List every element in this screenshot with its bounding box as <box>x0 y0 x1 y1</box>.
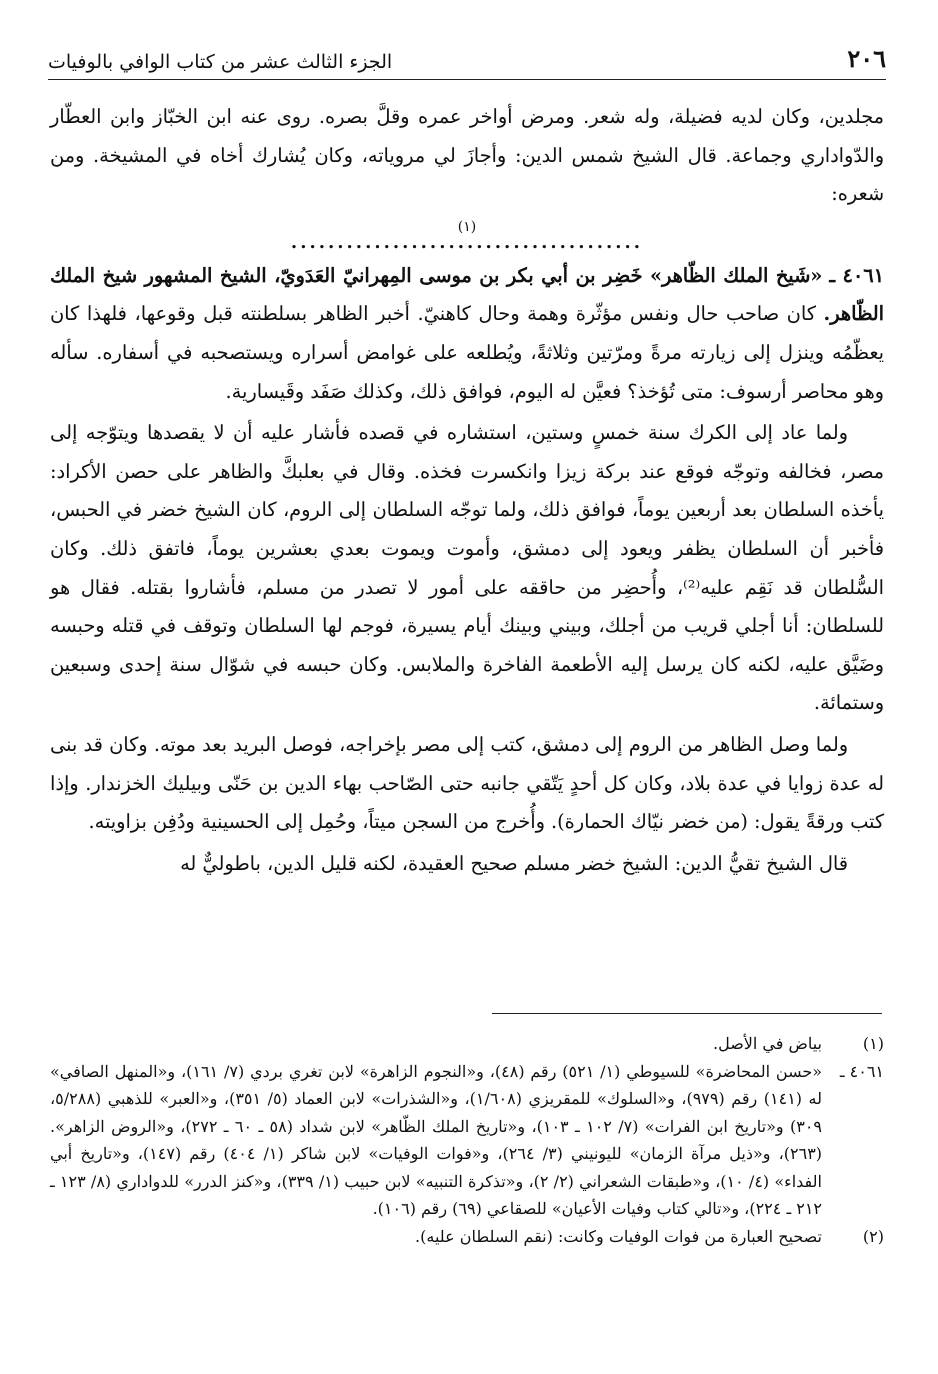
footnote-divider <box>492 1013 882 1014</box>
main-text <box>50 98 884 886</box>
entry-number: ٤٠٦١ ـ <box>829 263 884 287</box>
page-header <box>48 30 886 80</box>
entry-text: كان صاحب حال ونفس مؤثّرة وهمة وحال كاهنيّ. أخبر الظاهر بسلطنته قبل وقوعها، فلهذا كان يعظّمُه وينزل إلى زيارته مرةً ومرّتين وثلاثةً، ويُطلعه على غوامض أسراره ويستصحبه في أسفاره. سأله وهو محاصر أرسوف: متى تُؤخذ؟ فعيَّن له اليوم، فوافق ذلك، وكذلك صَفَد وقَيسارية. <box>50 302 884 403</box>
footnotes <box>50 1030 884 1250</box>
footnote-number: ٤٠٦١ ـ <box>839 1061 884 1081</box>
omission-dots: ...................................... <box>290 231 644 253</box>
paragraph-release: ولما وصل الظاهر من الروم إلى دمشق، كتب إلى مصر بإخراجه، فوصل البريد بعد موته. وكان قد بنى له عدة زوايا في عدة بلاد، وكان كل أحدٍ يَتّقي جانبه حتى الصّاحب بهاء الدين بن حَنّى وبيليك الخزندار. وإذا كتب ورقةً يقول: (من خضر نيّاك الحمارة). وأُخرج من السجن ميتاً، وحُمِل إلى الحسينية ودُفِن بزاويته. <box>50 732 884 834</box>
footnote-ref-1: (١) <box>457 218 477 235</box>
footnote-number: (١) <box>862 1034 884 1053</box>
entry-paragraph <box>50 257 884 411</box>
footnote-item <box>50 1223 884 1251</box>
footnote-item <box>50 1030 884 1058</box>
footnote-text: «حسن المحاضرة» للسيوطي (١/ ٥٢١) رقم (٤٨)، و«النجوم الزاهرة» لابن تغري بردي (٧/ ١٦١)، و«المنهل الصافي» له (١٤١) رقم (٩٧٩)، و«السلوك» للمقريزي (١/٦٠٨)، و«الشذرات» لابن العماد (٥/ ٣٥١)، و«العبر» للذهبي (٥/٢٨٨، ٣٠٩) و«تاريخ ابن الفرات» (٧/ ١٠٢ ـ ١٠٣)، و«تاريخ الملك الظّاهر» لابن شداد (٥٨ ـ ٦٠ ـ ٢٧٢)، و«الروض الزاهر». (٢٦٣)، و«ذيل مرآة الزمان» لليونيني (٣/ ٢٦٤)، و«فوات الوفيات» لابن شاكر (١/ ٤٠٤) رقم (١٤٧)، و«تاريخ أبي الفداء» (٤/ ١٠)، و«طبقات الشعراني (٢/ ٢)، و«تذكرة التنبيه» لابن حبيب (١/ ٣٣٩)، و«كنز الدرر» للدواداري (٨/ ١٢٣ ـ ٢١٢ ـ ٢٢٤)، و«تالي كتاب وفيات الأعيان» للصقاعي (٦٩) رقم (١٠٦). <box>50 1061 823 1218</box>
entry-heading: «شَيخ الملك الظّاهر» خَضِر بن أبي بكر بن موسى المِهرانيّ العَدَويّ، الشيخ المشهور شيخ الملك الظّاهر. <box>50 263 884 326</box>
footnote-number: (٢) <box>862 1226 884 1246</box>
running-title: الجزء الثالث عشر من كتاب الوافي بالوفيات <box>48 51 393 73</box>
poem-omission <box>50 217 884 257</box>
intro-paragraph: مجلدين، وكان لديه فضيلة، وله شعر. ومرض أواخر عمره وقلَّ بصره. روى عنه ابن الخبّاز وابن العطّار والدّواداري وجماعة. قال الشيخ شمس الدين: وأجازَ لي مروياته، وكان يُشارك أخاه في المشيخة. ومن شعره: <box>50 105 884 206</box>
footnote-item <box>50 1058 884 1223</box>
paragraph-kerak: ولما عاد إلى الكرك سنة خمسٍ وستين، استشاره في قصده فأشار عليه أن لا يقصدها ويتوّجه إلى مصر، فخالفه وتوجّه فوقع عند بركة زيزا وانكسرت فخذه. وقال في بعلبكَّ والظاهر على حصن الأكراد: يأخذه السلطان بعد أربعين يوماً، فوافق ذلك، ولما توجّه السلطان إلى الروم، كان الشيخ خضر في الحبس، فأخبر أن السلطان يظفر ويعود إلى دمشق، وأموت ويموت بعدي بعشرين يوماً، فاتفق ذلك. وكان السُّلطان قد نَقِم عليه⁽²⁾، وأُحضِر من حاققه على أمور لا تصدر من مسلم، فأشاروا بقتله. فقال هو للسلطان: أنا أجلي قريب من أجلك، وبيني وبينك أيام يسيرة، فوجم لها السلطان وتوقف في قتله وحبسه وضَيَّق عليه، لكنه كان يرسل إليه الأطعمة الفاخرة والملابس. وكان حبسه في شوّال سنة إحدى وسبعين وستمائة. <box>50 421 884 715</box>
paragraph-taqi: قال الشيخ تقيُّ الدين: الشيخ خضر مسلم صحيح العقيدة، لكنه قليل الدين، باطوليٌّ له <box>180 851 848 875</box>
page-number: ٢٠٦ <box>847 44 886 73</box>
footnote-text: بياض في الأصل. <box>712 1034 822 1053</box>
footnote-text: تصحيح العبارة من فوات الوفيات وكانت: (نقم السلطان عليه). <box>415 1226 822 1246</box>
